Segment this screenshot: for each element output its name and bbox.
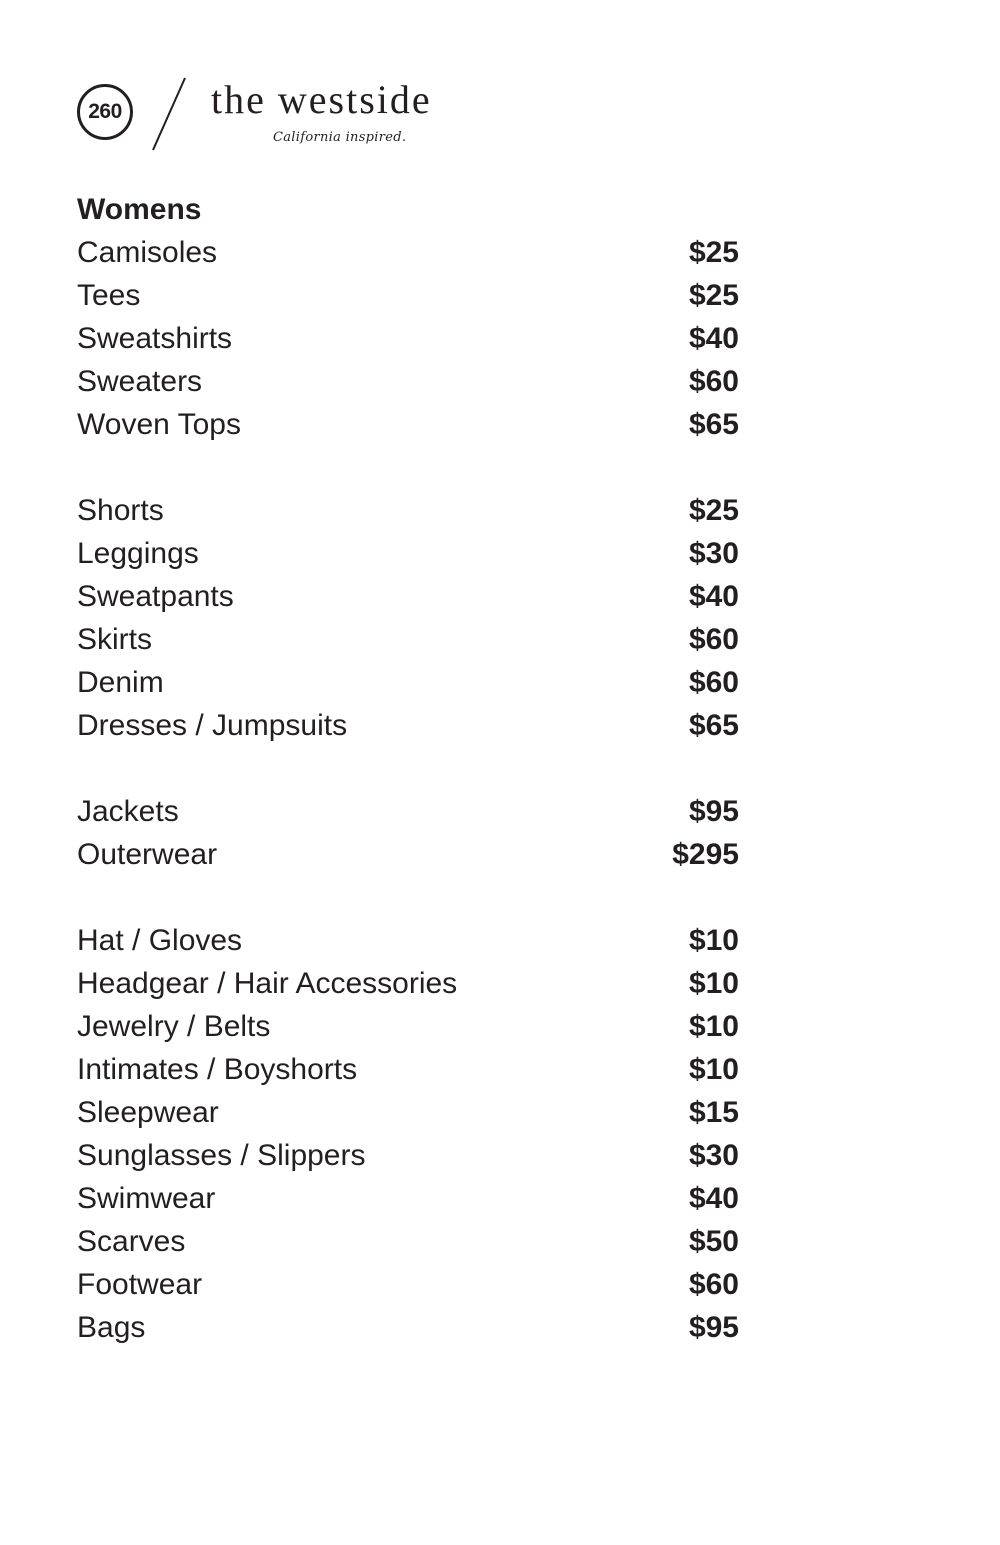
item-price: $65 [688, 708, 739, 742]
price-row [77, 833, 739, 876]
brand-logo [77, 76, 497, 156]
price-row [77, 1177, 739, 1220]
price-row [77, 317, 739, 360]
brand-tagline: California inspired. [273, 130, 407, 145]
brand-name: the westside [211, 77, 432, 122]
item-price: $15 [688, 1095, 739, 1129]
item-price: $60 [688, 1267, 739, 1301]
item-name: Dresses / Jumpsuits [77, 708, 348, 742]
price-row [77, 1220, 739, 1263]
item-name: Bags [77, 1310, 146, 1344]
price-row [77, 1048, 739, 1091]
item-name: Jackets [77, 794, 179, 828]
price-groups [77, 231, 739, 1349]
price-row [77, 1091, 739, 1134]
logo-badge: 260 [77, 84, 133, 140]
item-price: $25 [688, 235, 739, 269]
item-name: Hat / Gloves [77, 923, 243, 957]
price-row [77, 790, 739, 833]
price-row [77, 618, 739, 661]
item-name: Tees [77, 278, 141, 312]
item-name: Shorts [77, 493, 164, 527]
item-name: Sweaters [77, 364, 203, 398]
price-row [77, 962, 739, 1005]
item-price: $25 [688, 493, 739, 527]
item-name: Jewelry / Belts [77, 1009, 271, 1043]
price-row [77, 274, 739, 317]
item-price: $10 [688, 966, 739, 1000]
item-price: $60 [688, 665, 739, 699]
item-price: $40 [688, 579, 739, 613]
item-name: Scarves [77, 1224, 186, 1258]
item-name: Outerwear [77, 837, 218, 871]
price-row [77, 919, 739, 962]
price-row [77, 532, 739, 575]
logo-slash-divider [149, 76, 189, 152]
price-group [77, 790, 739, 876]
item-name: Sleepwear [77, 1095, 219, 1129]
item-price: $30 [688, 1138, 739, 1172]
price-row [77, 403, 739, 446]
price-group [77, 919, 739, 1349]
price-row [77, 1306, 739, 1349]
item-name: Headgear / Hair Accessories [77, 966, 458, 1000]
item-price: $40 [688, 1181, 739, 1215]
item-name: Sunglasses / Slippers [77, 1138, 366, 1172]
item-price: $25 [688, 278, 739, 312]
price-row [77, 575, 739, 618]
section-title: Womens [77, 193, 202, 226]
price-row [77, 1005, 739, 1048]
item-price: $10 [688, 1052, 739, 1086]
item-name: Leggings [77, 536, 199, 570]
item-price: $60 [688, 364, 739, 398]
item-price: $65 [688, 407, 739, 441]
item-price: $40 [688, 321, 739, 355]
price-group [77, 231, 739, 446]
item-price: $10 [688, 1009, 739, 1043]
price-row [77, 704, 739, 747]
item-name: Intimates / Boyshorts [77, 1052, 358, 1086]
item-price: $95 [688, 794, 739, 828]
item-name: Sweatpants [77, 579, 234, 613]
item-price: $30 [688, 536, 739, 570]
item-price: $50 [688, 1224, 739, 1258]
price-row [77, 489, 739, 532]
item-price: $60 [688, 622, 739, 656]
item-name: Denim [77, 665, 164, 699]
price-row [77, 1134, 739, 1177]
item-name: Footwear [77, 1267, 203, 1301]
price-list [77, 188, 739, 1392]
item-name: Skirts [77, 622, 152, 656]
price-group [77, 489, 739, 747]
price-row [77, 661, 739, 704]
item-name: Camisoles [77, 235, 218, 269]
item-name: Swimwear [77, 1181, 216, 1215]
price-row [77, 231, 739, 274]
item-price: $95 [688, 1310, 739, 1344]
item-price: $295 [672, 837, 739, 871]
price-row [77, 1263, 739, 1306]
item-name: Woven Tops [77, 407, 241, 441]
item-price: $10 [688, 923, 739, 957]
item-name: Sweatshirts [77, 321, 233, 355]
price-row [77, 360, 739, 403]
